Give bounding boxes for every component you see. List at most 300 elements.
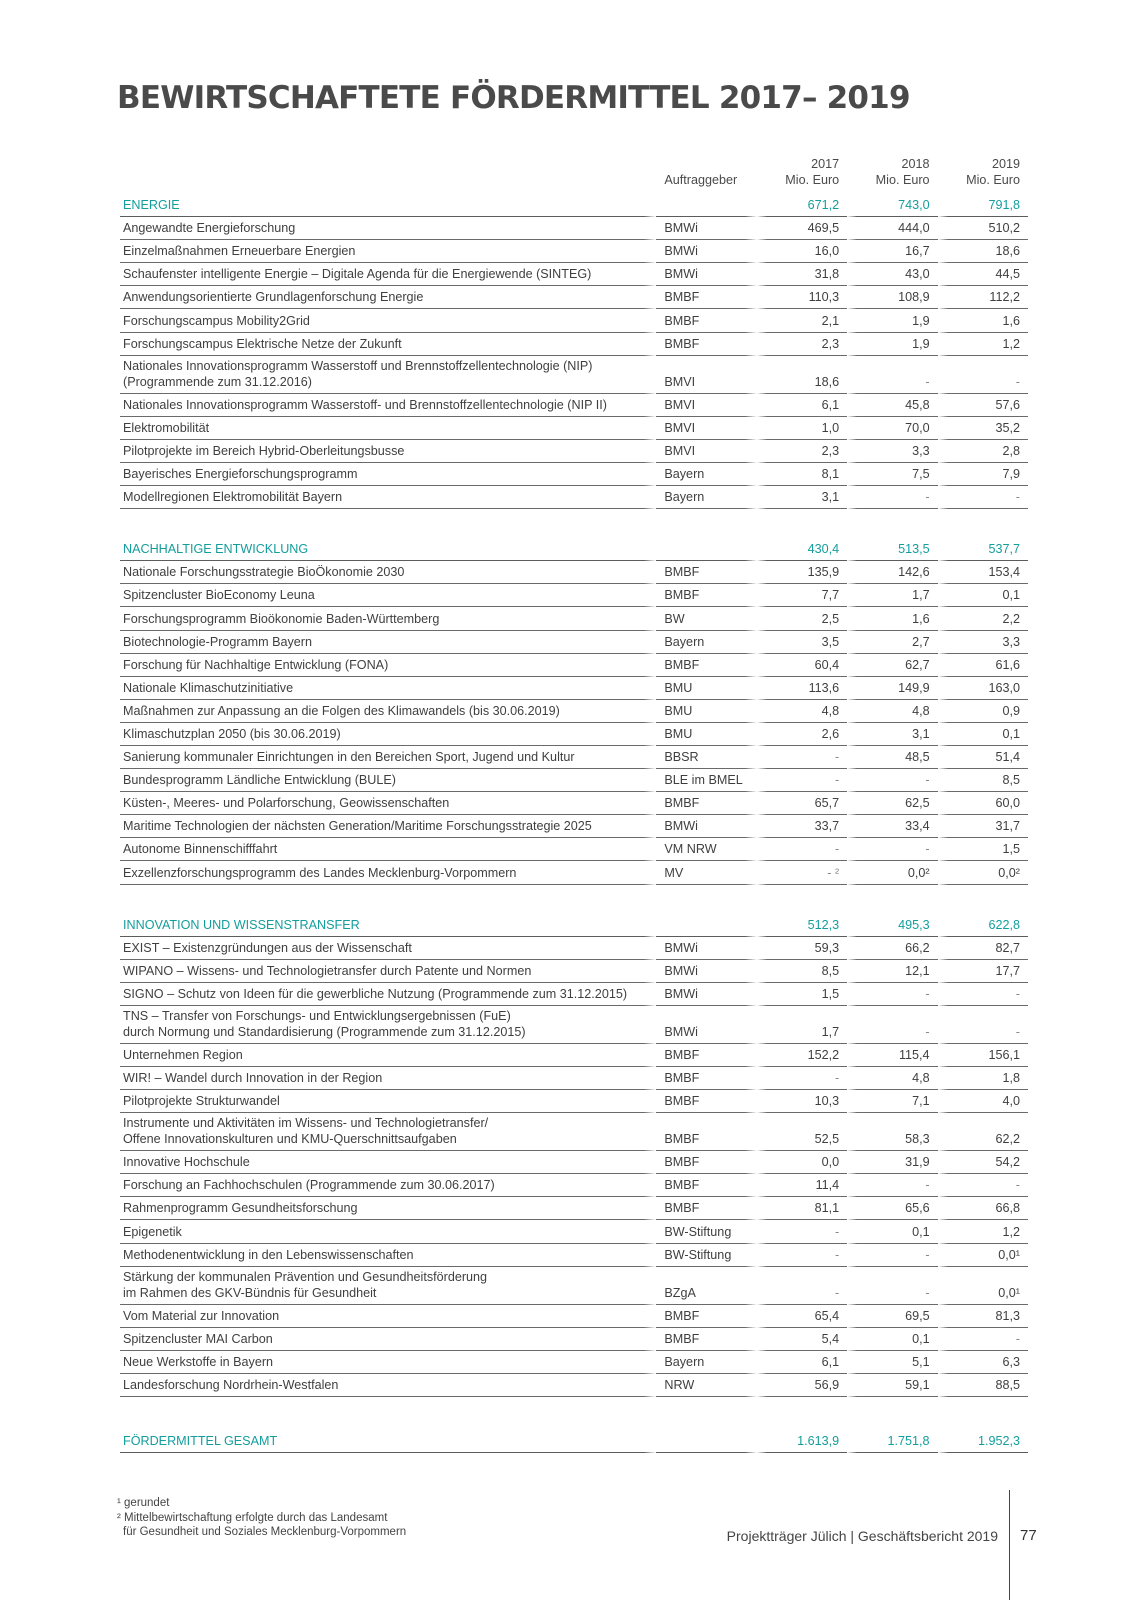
agency: BMWi — [656, 1006, 756, 1044]
table-row — [120, 1067, 1028, 1090]
grand-total-value: 1.613,9 — [757, 1430, 847, 1453]
amount: 3,3 — [938, 631, 1028, 654]
program-name — [120, 463, 656, 486]
program-name-line: Innovative Hochschule — [123, 1155, 250, 1170]
table-row — [120, 1044, 1028, 1067]
program-name — [120, 440, 656, 463]
program-name-line: Landesforschung Nordrhein-Westfalen — [123, 1378, 339, 1393]
program-name-line: Anwendungsorientierte Grundlagenforschung Energie — [123, 290, 424, 305]
agency: Bayern — [656, 486, 756, 509]
program-name — [120, 286, 656, 309]
amount: 110,3 — [757, 286, 847, 309]
program-name-line: Elektromobilität — [123, 420, 210, 435]
amount: 35,2 — [938, 417, 1028, 440]
table-row — [120, 1174, 1028, 1197]
amount: 57,6 — [938, 394, 1028, 417]
agency: BW — [656, 607, 756, 630]
program-name-line: Bundesprogramm Ländliche Entwicklung (BULE) — [123, 773, 396, 788]
amount: 62,7 — [847, 654, 937, 677]
amount: 65,7 — [757, 792, 847, 815]
amount: 10,3 — [757, 1090, 847, 1113]
program-name-line: EXIST – Existenzgründungen aus der Wissenschaft — [123, 940, 412, 955]
amount: 1,5 — [757, 983, 847, 1006]
section-header-row — [120, 194, 1028, 217]
amount: 113,6 — [757, 677, 847, 700]
amount: 4,0 — [938, 1090, 1028, 1113]
spacer-cell — [757, 885, 847, 914]
program-name — [120, 838, 656, 861]
amount: 0,1 — [847, 1220, 937, 1243]
amount: - — [847, 838, 937, 861]
amount: 54,2 — [938, 1151, 1028, 1174]
program-name — [120, 746, 656, 769]
amount: - — [938, 1174, 1028, 1197]
program-name-line: Vom Material zur Innovation — [123, 1308, 280, 1323]
amount: 45,8 — [847, 394, 937, 417]
amount: 3,1 — [757, 486, 847, 509]
table-row — [120, 746, 1028, 769]
program-name — [120, 1305, 656, 1328]
footnote-2: ² Mittelbewirtschaftung erfolgte durch das Landesamt — [117, 1511, 388, 1524]
agency: BMBF — [656, 654, 756, 677]
amount: 3,5 — [757, 631, 847, 654]
program-name — [120, 561, 656, 584]
program-name-line: Exzellenzforschungsprogramm des Landes Mecklenburg-Vorpommern — [123, 865, 517, 880]
section-total: 430,4 — [757, 538, 847, 561]
table-row — [120, 1328, 1028, 1351]
table-row — [120, 417, 1028, 440]
table-row — [120, 960, 1028, 983]
table-body — [120, 194, 1028, 1453]
amount: 82,7 — [938, 937, 1028, 960]
program-name-line: durch Normung und Standardisierung (Programmende zum 31.12.2015) — [123, 1024, 526, 1039]
amount: 2,5 — [757, 607, 847, 630]
amount: 81,1 — [757, 1197, 847, 1220]
amount: 1,7 — [847, 584, 937, 607]
spacer-cell — [847, 885, 937, 914]
table-row — [120, 1244, 1028, 1267]
spacer-cell — [847, 1397, 937, 1430]
program-name — [120, 815, 656, 838]
agency: BMBF — [656, 286, 756, 309]
spacer-cell — [120, 1397, 656, 1430]
table-row — [120, 561, 1028, 584]
spacer-cell — [847, 509, 937, 538]
agency: Bayern — [656, 1351, 756, 1374]
spacer-cell — [656, 1397, 756, 1430]
amount: 7,7 — [757, 584, 847, 607]
program-name — [120, 1151, 656, 1174]
section-header-row — [120, 538, 1028, 561]
table-row — [120, 1267, 1028, 1305]
amount: - — [757, 1220, 847, 1243]
program-name-line: Nationale Klimaschutzinitiative — [123, 680, 294, 695]
program-name — [120, 486, 656, 509]
spacer-cell — [656, 509, 756, 538]
amount: - — [847, 1006, 937, 1044]
agency: BMVI — [656, 440, 756, 463]
program-name-line: Modellregionen Elektromobilität Bayern — [123, 490, 343, 505]
section-spacer — [120, 509, 1028, 538]
agency: BMWi — [656, 263, 756, 286]
agency: BBSR — [656, 746, 756, 769]
header-agency: Auftraggeber — [664, 173, 738, 187]
amount: - — [847, 769, 937, 792]
agency: BMU — [656, 700, 756, 723]
agency: BMVI — [656, 394, 756, 417]
table-row — [120, 240, 1028, 263]
table-row — [120, 769, 1028, 792]
amount: 88,5 — [938, 1374, 1028, 1397]
amount: 469,5 — [757, 217, 847, 240]
section-total: 671,2 — [757, 194, 847, 217]
amount: 11,4 — [757, 1174, 847, 1197]
footnotes — [117, 1496, 406, 1540]
amount: 62,2 — [938, 1113, 1028, 1151]
program-name — [120, 861, 656, 884]
program-name-line: Spitzencluster BioEconomy Leuna — [123, 588, 315, 603]
amount: 44,5 — [938, 263, 1028, 286]
amount: 6,1 — [757, 1351, 847, 1374]
amount: 18,6 — [757, 356, 847, 394]
amount: - — [757, 1244, 847, 1267]
amount: 17,7 — [938, 960, 1028, 983]
table-row — [120, 654, 1028, 677]
amount: 0,1 — [938, 584, 1028, 607]
agency: VM NRW — [656, 838, 756, 861]
amount: 1,2 — [938, 1220, 1028, 1243]
amount: - — [757, 1267, 847, 1305]
program-name — [120, 1351, 656, 1374]
program-name — [120, 700, 656, 723]
program-name-line: im Rahmen des GKV-Bündnis für Gesundheit — [123, 1285, 377, 1300]
amount: 2,1 — [757, 309, 847, 332]
program-name-line: Pilotprojekte im Bereich Hybrid-Oberleitungsbusse — [123, 443, 405, 458]
amount: 12,1 — [847, 960, 937, 983]
amount: 108,9 — [847, 286, 937, 309]
agency: BMBF — [656, 561, 756, 584]
amount: 2,3 — [757, 440, 847, 463]
section-total: 622,8 — [938, 914, 1028, 937]
program-name — [120, 1067, 656, 1090]
program-name — [120, 631, 656, 654]
amount: 3,1 — [847, 723, 937, 746]
table-row — [120, 723, 1028, 746]
amount: - — [938, 1328, 1028, 1351]
amount: - ² — [757, 861, 847, 884]
amount: 0,0 — [757, 1151, 847, 1174]
program-name — [120, 417, 656, 440]
amount: 0,1 — [847, 1328, 937, 1351]
amount: 1,9 — [847, 309, 937, 332]
spacer-cell — [120, 509, 656, 538]
amount: 0,0² — [938, 861, 1028, 884]
agency: BMWi — [656, 960, 756, 983]
program-name-line: Nationale Forschungsstrategie BioÖkonomie 2030 — [123, 565, 405, 580]
agency: BMBF — [656, 333, 756, 356]
amount: 33,4 — [847, 815, 937, 838]
amount: - — [757, 769, 847, 792]
table-row — [120, 286, 1028, 309]
agency: BMBF — [656, 1151, 756, 1174]
amount: 135,9 — [757, 561, 847, 584]
table-row — [120, 486, 1028, 509]
program-name-line: Küsten-, Meeres- und Polarforschung, Geowissenschaften — [123, 796, 450, 811]
section-agency-blank — [656, 538, 756, 561]
amount: 1,8 — [938, 1067, 1028, 1090]
amount: 70,0 — [847, 417, 937, 440]
amount: 0,9 — [938, 700, 1028, 723]
table-row — [120, 631, 1028, 654]
program-name-line: Epigenetik — [123, 1224, 182, 1239]
amount: 1,6 — [938, 309, 1028, 332]
section-label: NACHHALTIGE ENTWICKLUNG — [120, 538, 656, 561]
amount: 66,8 — [938, 1197, 1028, 1220]
program-name — [120, 937, 656, 960]
program-name — [120, 769, 656, 792]
section-total: 512,3 — [757, 914, 847, 937]
amount: 1,9 — [847, 333, 937, 356]
table-row — [120, 1305, 1028, 1328]
table-row — [120, 861, 1028, 884]
table-row — [120, 1351, 1028, 1374]
program-name — [120, 217, 656, 240]
section-header-row — [120, 914, 1028, 937]
table-row — [120, 700, 1028, 723]
program-name — [120, 1267, 656, 1305]
footnote-2-cont: für Gesundheit und Soziales Mecklenburg-Vorpommern — [123, 1526, 407, 1538]
amount: 43,0 — [847, 263, 937, 286]
header-year-2019: 2019 Mio. Euro — [966, 157, 1020, 187]
amount: - — [938, 356, 1028, 394]
amount: 0,1 — [938, 723, 1028, 746]
agency: MV — [656, 861, 756, 884]
amount: 69,5 — [847, 1305, 937, 1328]
amount: - — [938, 1006, 1028, 1044]
agency: NRW — [656, 1374, 756, 1397]
table-row — [120, 356, 1028, 394]
amount: 8,5 — [938, 769, 1028, 792]
spacer-cell — [938, 885, 1028, 914]
amount: 7,9 — [938, 463, 1028, 486]
agency: BW-Stiftung — [656, 1244, 756, 1267]
program-name — [120, 1113, 656, 1151]
amount: 156,1 — [938, 1044, 1028, 1067]
program-name-line: TNS – Transfer von Forschungs- und Entwicklungsergebnissen (FuE) — [123, 1008, 511, 1023]
section-total: 513,5 — [847, 538, 937, 561]
program-name-line: Neue Werkstoffe in Bayern — [123, 1354, 274, 1369]
amount: 51,4 — [938, 746, 1028, 769]
amount: 142,6 — [847, 561, 937, 584]
spacer-cell — [938, 1397, 1028, 1430]
program-name — [120, 333, 656, 356]
amount: 16,7 — [847, 240, 937, 263]
agency: BMBF — [656, 309, 756, 332]
amount: 8,5 — [757, 960, 847, 983]
amount: 444,0 — [847, 217, 937, 240]
program-name-line: Offene Innovationskulturen und KMU-Querschnittsaufgaben — [123, 1132, 457, 1147]
agency: BW-Stiftung — [656, 1220, 756, 1243]
program-name — [120, 1197, 656, 1220]
program-name — [120, 677, 656, 700]
program-name-line: (Programmende zum 31.12.2016) — [123, 374, 313, 389]
amount: 56,9 — [757, 1374, 847, 1397]
section-label: INNOVATION UND WISSENSTRANSFER — [120, 914, 656, 937]
amount: - — [938, 486, 1028, 509]
amount: 18,6 — [938, 240, 1028, 263]
program-name-line: Forschung für Nachhaltige Entwicklung (FONA) — [123, 657, 389, 672]
amount: 0,0¹ — [938, 1244, 1028, 1267]
section-spacer — [120, 885, 1028, 914]
table-row — [120, 1374, 1028, 1397]
amount: - — [938, 983, 1028, 1006]
header-name — [120, 150, 656, 194]
amount: 2,7 — [847, 631, 937, 654]
amount: 1,0 — [757, 417, 847, 440]
table-row — [120, 309, 1028, 332]
grand-total-value: 1.751,8 — [847, 1430, 937, 1453]
amount: 62,5 — [847, 792, 937, 815]
program-name-line: SIGNO – Schutz von Ideen für die gewerbliche Nutzung (Programmende zum 31.12.2015) — [123, 986, 628, 1001]
amount: 1,5 — [938, 838, 1028, 861]
amount: 7,1 — [847, 1090, 937, 1113]
program-name — [120, 263, 656, 286]
program-name-line: Forschungsprogramm Bioökonomie Baden-Württemberg — [123, 611, 440, 626]
program-name — [120, 584, 656, 607]
grand-total-row — [120, 1430, 1028, 1453]
agency: Bayern — [656, 631, 756, 654]
program-name — [120, 792, 656, 815]
agency: BMWi — [656, 217, 756, 240]
program-name — [120, 1006, 656, 1044]
table-row — [120, 263, 1028, 286]
amount: 6,1 — [757, 394, 847, 417]
footer-divider — [1009, 1490, 1010, 1600]
program-name-line: WIPANO – Wissens- und Technologietransfer durch Patente und Normen — [123, 963, 532, 978]
amount: 0,0² — [847, 861, 937, 884]
program-name — [120, 1090, 656, 1113]
program-name-line: Methodenentwicklung in den Lebenswissenschaften — [123, 1247, 414, 1262]
agency: BMWi — [656, 815, 756, 838]
amount: 65,4 — [757, 1305, 847, 1328]
table-row — [120, 838, 1028, 861]
amount: 4,8 — [847, 700, 937, 723]
amount: 4,8 — [847, 1067, 937, 1090]
program-name-line: Maßnahmen zur Anpassung an die Folgen des Klimawandels (bis 30.06.2019) — [123, 703, 560, 718]
program-name — [120, 723, 656, 746]
footer-publication: Projektträger Jülich | Geschäftsbericht 2019 — [726, 1528, 998, 1544]
table-row — [120, 394, 1028, 417]
footnote-1: ¹ gerundet — [117, 1497, 170, 1509]
agency: BMBF — [656, 1197, 756, 1220]
page-number: 77 — [1020, 1527, 1037, 1544]
agency: BMVI — [656, 356, 756, 394]
amount: 5,4 — [757, 1328, 847, 1351]
table-row — [120, 983, 1028, 1006]
amount: 16,0 — [757, 240, 847, 263]
section-spacer — [120, 1397, 1028, 1430]
agency: BMBF — [656, 1305, 756, 1328]
amount: 149,9 — [847, 677, 937, 700]
program-name-line: Forschungscampus Elektrische Netze der Zukunft — [123, 336, 402, 351]
table-row — [120, 584, 1028, 607]
program-name — [120, 960, 656, 983]
table-row — [120, 1220, 1028, 1243]
agency: BMBF — [656, 1328, 756, 1351]
agency: BZgA — [656, 1267, 756, 1305]
amount: 31,9 — [847, 1151, 937, 1174]
amount: 33,7 — [757, 815, 847, 838]
table-row — [120, 937, 1028, 960]
amount: 2,8 — [938, 440, 1028, 463]
amount: 66,2 — [847, 937, 937, 960]
table-row — [120, 815, 1028, 838]
amount: 58,3 — [847, 1113, 937, 1151]
header-year-2018: 2018 Mio. Euro — [875, 157, 930, 187]
program-name-line: Pilotprojekte Strukturwandel — [123, 1094, 280, 1109]
program-name-line: Autonome Binnenschifffahrt — [123, 842, 278, 857]
amount: 1,7 — [757, 1006, 847, 1044]
page-title: BEWIRTSCHAFTETE FÖRDERMITTEL 2017– 2019 — [117, 80, 910, 116]
amount: 1,6 — [847, 607, 937, 630]
program-name — [120, 240, 656, 263]
amount: - — [757, 838, 847, 861]
table-row — [120, 440, 1028, 463]
amount: 152,2 — [757, 1044, 847, 1067]
program-name-line: Bayerisches Energieforschungsprogramm — [123, 467, 358, 482]
program-name-line: Rahmenprogramm Gesundheitsforschung — [123, 1201, 358, 1216]
agency: BMBF — [656, 1090, 756, 1113]
program-name — [120, 394, 656, 417]
section-total: 791,8 — [938, 194, 1028, 217]
program-name-line: Maritime Technologien der nächsten Generation/Maritime Forschungsstrategie 2025 — [123, 819, 592, 834]
spacer-cell — [757, 509, 847, 538]
program-name-line: WIR! – Wandel durch Innovation in der Region — [123, 1071, 383, 1086]
program-name-line: Forschungscampus Mobility2Grid — [123, 313, 310, 328]
program-name — [120, 1374, 656, 1397]
amount: 112,2 — [938, 286, 1028, 309]
amount: 2,6 — [757, 723, 847, 746]
amount: 52,5 — [757, 1113, 847, 1151]
amount: - — [847, 1267, 937, 1305]
amount: 65,6 — [847, 1197, 937, 1220]
program-name-line: Forschung an Fachhochschulen (Programmende zum 30.06.2017) — [123, 1178, 495, 1193]
section-total: 495,3 — [847, 914, 937, 937]
amount: 153,4 — [938, 561, 1028, 584]
agency: BMBF — [656, 1067, 756, 1090]
program-name-line: Nationales Innovationsprogramm Wasserstoff und Brennstoffzellentechnologie (NIP) — [123, 358, 593, 373]
amount: 59,3 — [757, 937, 847, 960]
table-row — [120, 607, 1028, 630]
table-row — [120, 1113, 1028, 1151]
amount: 163,0 — [938, 677, 1028, 700]
agency: BMU — [656, 723, 756, 746]
amount: 31,8 — [757, 263, 847, 286]
spacer-cell — [938, 509, 1028, 538]
program-name-line: Klimaschutzplan 2050 (bis 30.06.2019) — [123, 726, 341, 741]
agency: BMWi — [656, 937, 756, 960]
program-name — [120, 1244, 656, 1267]
amount: 31,7 — [938, 815, 1028, 838]
grand-total-agency-blank — [656, 1430, 756, 1453]
program-name-line: Biotechnologie-Programm Bayern — [123, 634, 312, 649]
table-row — [120, 1197, 1028, 1220]
program-name-line: Nationales Innovationsprogramm Wasserstoff- und Brennstoffzellentechnologie (NIP II) — [123, 397, 607, 412]
amount: 48,5 — [847, 746, 937, 769]
amount: 81,3 — [938, 1305, 1028, 1328]
amount: 510,2 — [938, 217, 1028, 240]
amount: - — [847, 486, 937, 509]
